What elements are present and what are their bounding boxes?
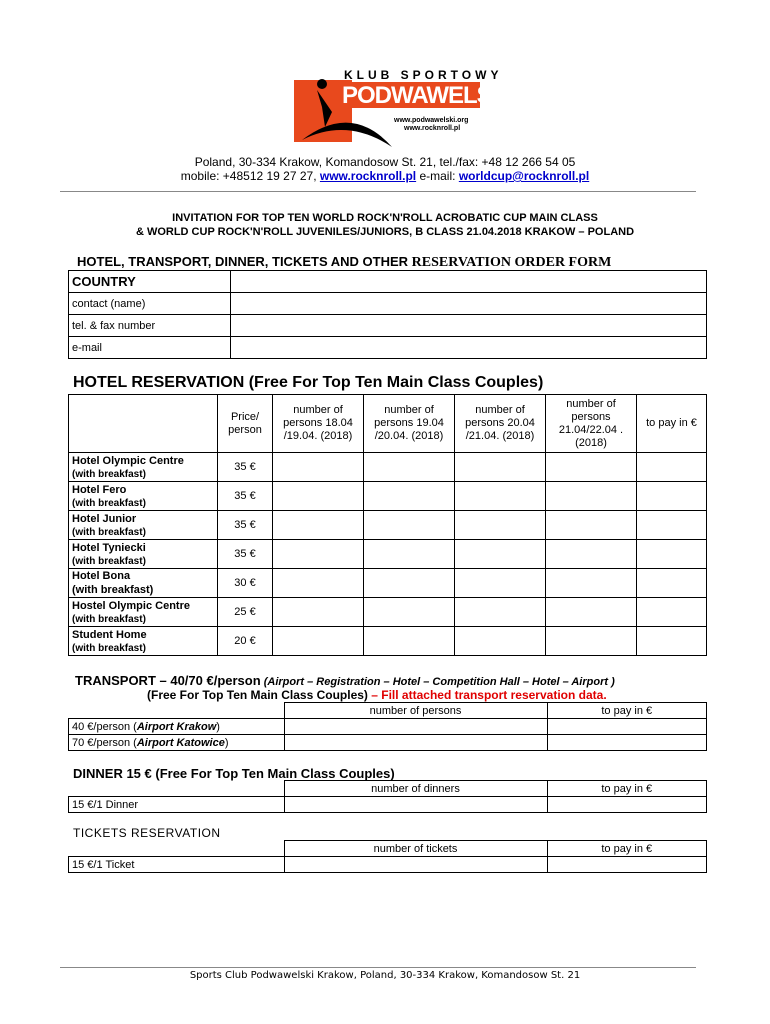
- tel-field[interactable]: [231, 315, 707, 337]
- hotel-name: Hostel Olympic Centre: [72, 599, 190, 612]
- hotel-pay-field[interactable]: [637, 598, 707, 627]
- hotel-col-price: Price/ person: [218, 395, 273, 453]
- hotel-n1-field[interactable]: [273, 511, 364, 540]
- hotel-n4-field[interactable]: [546, 569, 637, 598]
- form-title: [77, 254, 611, 271]
- website-link[interactable]: www.rocknroll.pl: [319, 169, 417, 183]
- hotel-n2-field[interactable]: [364, 598, 455, 627]
- dinner-pay-field[interactable]: [547, 797, 707, 813]
- tickets-corner: [69, 841, 285, 857]
- hotel-col-pay: to pay in €: [637, 395, 707, 453]
- transport-title: [75, 673, 615, 688]
- hotel-sub: (with breakfast): [72, 526, 146, 538]
- invitation-line1: INVITATION FOR TOP TEN WORLD ROCK'N'ROLL ACROBATIC CUP MAIN CLASS: [172, 212, 598, 224]
- dinner-col-count: number of dinners: [284, 781, 547, 797]
- hotel-n1-field[interactable]: [273, 540, 364, 569]
- hotel-n4-field[interactable]: [546, 453, 637, 482]
- transport-line2: [147, 688, 607, 702]
- hotel-n1-field[interactable]: [273, 482, 364, 511]
- hotel-pay-field[interactable]: [637, 540, 707, 569]
- invitation-line2: & WORLD CUP ROCK'N'ROLL JUVENILES/JUNIORS, B CLASS 21.04.2018 KRAKOW – POLAND: [135, 226, 635, 238]
- table-row: [69, 797, 707, 813]
- transport-free: (Free For Top Ten Main Class Couples): [147, 688, 368, 702]
- hotel-n2-field[interactable]: [364, 540, 455, 569]
- hotel-price: 30 €: [218, 569, 273, 598]
- hotel-n3-field[interactable]: [455, 540, 546, 569]
- hotel-col-n4: number of persons 21.04/22.04 . (2018): [546, 395, 637, 453]
- hotel-n2-field[interactable]: [364, 627, 455, 656]
- hotel-name: Hotel Bona: [72, 570, 131, 582]
- hotel-sub: (with breakfast): [72, 555, 146, 567]
- logo-club-name: PODWAWELSKI: [342, 82, 514, 109]
- hotel-col-n1: number of persons 18.04 /19.04. (2018): [273, 395, 364, 453]
- hotel-col-n2: number of persons 19.04 /20.04. (2018): [364, 395, 455, 453]
- hotel-pay-field[interactable]: [637, 482, 707, 511]
- hotel-name: Hotel Olympic Centre: [72, 454, 184, 467]
- hotel-price: 25 €: [218, 598, 273, 627]
- hotel-price: 35 €: [218, 453, 273, 482]
- form-title-a: HOTEL, TRANSPORT, DINNER, TICKETS AND OTHER: [77, 254, 412, 269]
- address-line2: [0, 169, 770, 183]
- transport-title-a: TRANSPORT – 40/70 €/person: [75, 673, 261, 688]
- dinner-row-label: 15 €/1 Dinner: [69, 797, 285, 813]
- transport-row2-persons-field[interactable]: [284, 735, 547, 751]
- hotel-price: 35 €: [218, 540, 273, 569]
- hotel-n4-field[interactable]: [546, 627, 637, 656]
- airport-krakow: Airport Krakow: [136, 720, 217, 733]
- logo-club-top: KLUB SPORTOWY: [344, 68, 503, 82]
- hotel-n4-field[interactable]: [546, 540, 637, 569]
- dinner-table: [68, 780, 707, 813]
- hotel-pay-field[interactable]: [637, 627, 707, 656]
- email-link[interactable]: worldcup@rocknroll.pl: [458, 169, 590, 183]
- country-label: COUNTRY: [69, 271, 231, 293]
- hotel-pay-field[interactable]: [637, 453, 707, 482]
- address-line1: Poland, 30-334 Krakow, Komandosow St. 21, tel./fax: +48 12 266 54 05: [194, 155, 576, 169]
- hotel-n1-field[interactable]: [273, 569, 364, 598]
- transport-row2-pay-field[interactable]: [547, 735, 707, 751]
- hotel-name: Hotel Fero: [72, 483, 127, 496]
- hotel-n3-field[interactable]: [455, 482, 546, 511]
- table-row: [69, 511, 707, 540]
- hotel-n2-field[interactable]: [364, 511, 455, 540]
- email-field[interactable]: [231, 337, 707, 359]
- hotel-pay-field[interactable]: [637, 569, 707, 598]
- hotel-name: Hotel Tyniecki: [72, 541, 146, 554]
- hotel-n2-field[interactable]: [364, 569, 455, 598]
- tickets-table: [68, 840, 707, 873]
- tickets-title: TICKETS RESERVATION: [73, 826, 221, 840]
- paren-close: ): [216, 720, 220, 733]
- hotel-sub: (with breakfast): [72, 497, 146, 509]
- hotel-n1-field[interactable]: [273, 627, 364, 656]
- hotel-price: 35 €: [218, 482, 273, 511]
- tickets-count-field[interactable]: [284, 857, 547, 873]
- hotel-n4-field[interactable]: [546, 482, 637, 511]
- hotel-sub: (with breakfast): [72, 642, 146, 654]
- tel-label: tel. & fax number: [69, 315, 231, 337]
- email-label: e-mail:: [419, 169, 456, 183]
- hotel-n1-field[interactable]: [273, 453, 364, 482]
- divider-top: [60, 191, 696, 192]
- hotel-n3-field[interactable]: [455, 627, 546, 656]
- transport-price-text: 70 €/person (: [72, 736, 137, 749]
- hotel-n4-field[interactable]: [546, 511, 637, 540]
- transport-col-pay: to pay in €: [547, 703, 707, 719]
- country-field[interactable]: [231, 271, 707, 293]
- hotel-sub: (with breakfast): [72, 468, 146, 480]
- dinner-title: DINNER 15 € (Free For Top Ten Main Class Couples): [73, 766, 395, 781]
- table-row: [69, 598, 707, 627]
- hotel-row-label: [69, 627, 218, 656]
- transport-col-persons: number of persons: [284, 703, 547, 719]
- dinner-corner: [69, 781, 285, 797]
- hotel-price: 20 €: [218, 627, 273, 656]
- footer-text: Sports Club Podwawelski Krakow, Poland, 30-334 Krakow, Komandosow St. 21: [189, 970, 581, 981]
- transport-table: [68, 702, 707, 751]
- hotel-row-label: [69, 598, 218, 627]
- hotel-row-label: [69, 482, 218, 511]
- hotel-n2-field[interactable]: [364, 482, 455, 511]
- tickets-col-count: number of tickets: [284, 841, 547, 857]
- contact-name-field[interactable]: [231, 293, 707, 315]
- paren-close: ): [224, 736, 229, 749]
- table-row: [69, 453, 707, 482]
- contact-name-label: contact (name): [69, 293, 231, 315]
- transport-row1-persons-field[interactable]: [284, 719, 547, 735]
- hotel-col-n3: number of persons 20.04 /21.04. (2018): [455, 395, 546, 453]
- contact-table: [68, 270, 707, 359]
- table-row: [69, 719, 707, 735]
- email-label-cell: e-mail: [69, 337, 231, 359]
- hotel-sub: (with breakfast): [72, 584, 154, 596]
- tickets-row-label: 15 €/1 Ticket: [69, 857, 285, 873]
- divider-bottom: [60, 967, 696, 968]
- transport-row1-label: [69, 719, 285, 735]
- hotel-n3-field[interactable]: [455, 511, 546, 540]
- table-row: [69, 482, 707, 511]
- transport-row2-label: [69, 735, 285, 751]
- hotel-n2-field[interactable]: [364, 453, 455, 482]
- club-logo: [292, 62, 514, 152]
- transport-title-b: (Airport – Registration – Hotel – Competition Hall – Hotel – Airport ): [260, 676, 615, 688]
- tickets-col-pay: to pay in €: [547, 841, 707, 857]
- hotel-table: [68, 394, 707, 656]
- hotel-corner: [69, 395, 218, 453]
- hotel-title: HOTEL RESERVATION (Free For Top Ten Main Class Couples): [73, 374, 544, 391]
- dinner-count-field[interactable]: [284, 797, 547, 813]
- hotel-n3-field[interactable]: [455, 453, 546, 482]
- table-row: [69, 735, 707, 751]
- hotel-n3-field[interactable]: [455, 598, 546, 627]
- transport-row1-pay-field[interactable]: [547, 719, 707, 735]
- hotel-n1-field[interactable]: [273, 598, 364, 627]
- hotel-row-label: [69, 511, 218, 540]
- hotel-n3-field[interactable]: [455, 569, 546, 598]
- transport-alert: – Fill attached transport reservation data.: [367, 688, 607, 702]
- table-row: [69, 569, 707, 598]
- hotel-n4-field[interactable]: [546, 598, 637, 627]
- hotel-name: Student Home: [72, 628, 147, 641]
- table-row: [69, 857, 707, 873]
- hotel-pay-field[interactable]: [637, 511, 707, 540]
- airport-katowice: Airport Katowice: [136, 736, 225, 749]
- transport-price-text: 40 €/person (: [72, 720, 137, 733]
- hotel-row-label: [69, 453, 218, 482]
- dinner-col-pay: to pay in €: [547, 781, 707, 797]
- hotel-price: 35 €: [218, 511, 273, 540]
- transport-corner: [69, 703, 285, 719]
- table-row: [69, 627, 707, 656]
- form-title-b: RESERVATION ORDER FORM: [411, 255, 612, 270]
- hotel-name: Hotel Junior: [72, 512, 137, 525]
- table-row: [69, 540, 707, 569]
- logo-web2: www.rocknroll.pl: [404, 125, 461, 132]
- hotel-row-label: [69, 540, 218, 569]
- hotel-row-label: [69, 569, 218, 598]
- hotel-sub: (with breakfast): [72, 613, 146, 625]
- logo-web1: www.podwawelski.org: [394, 117, 469, 124]
- tickets-pay-field[interactable]: [547, 857, 707, 873]
- mobile-text: mobile: +48512 19 27 27,: [180, 169, 317, 183]
